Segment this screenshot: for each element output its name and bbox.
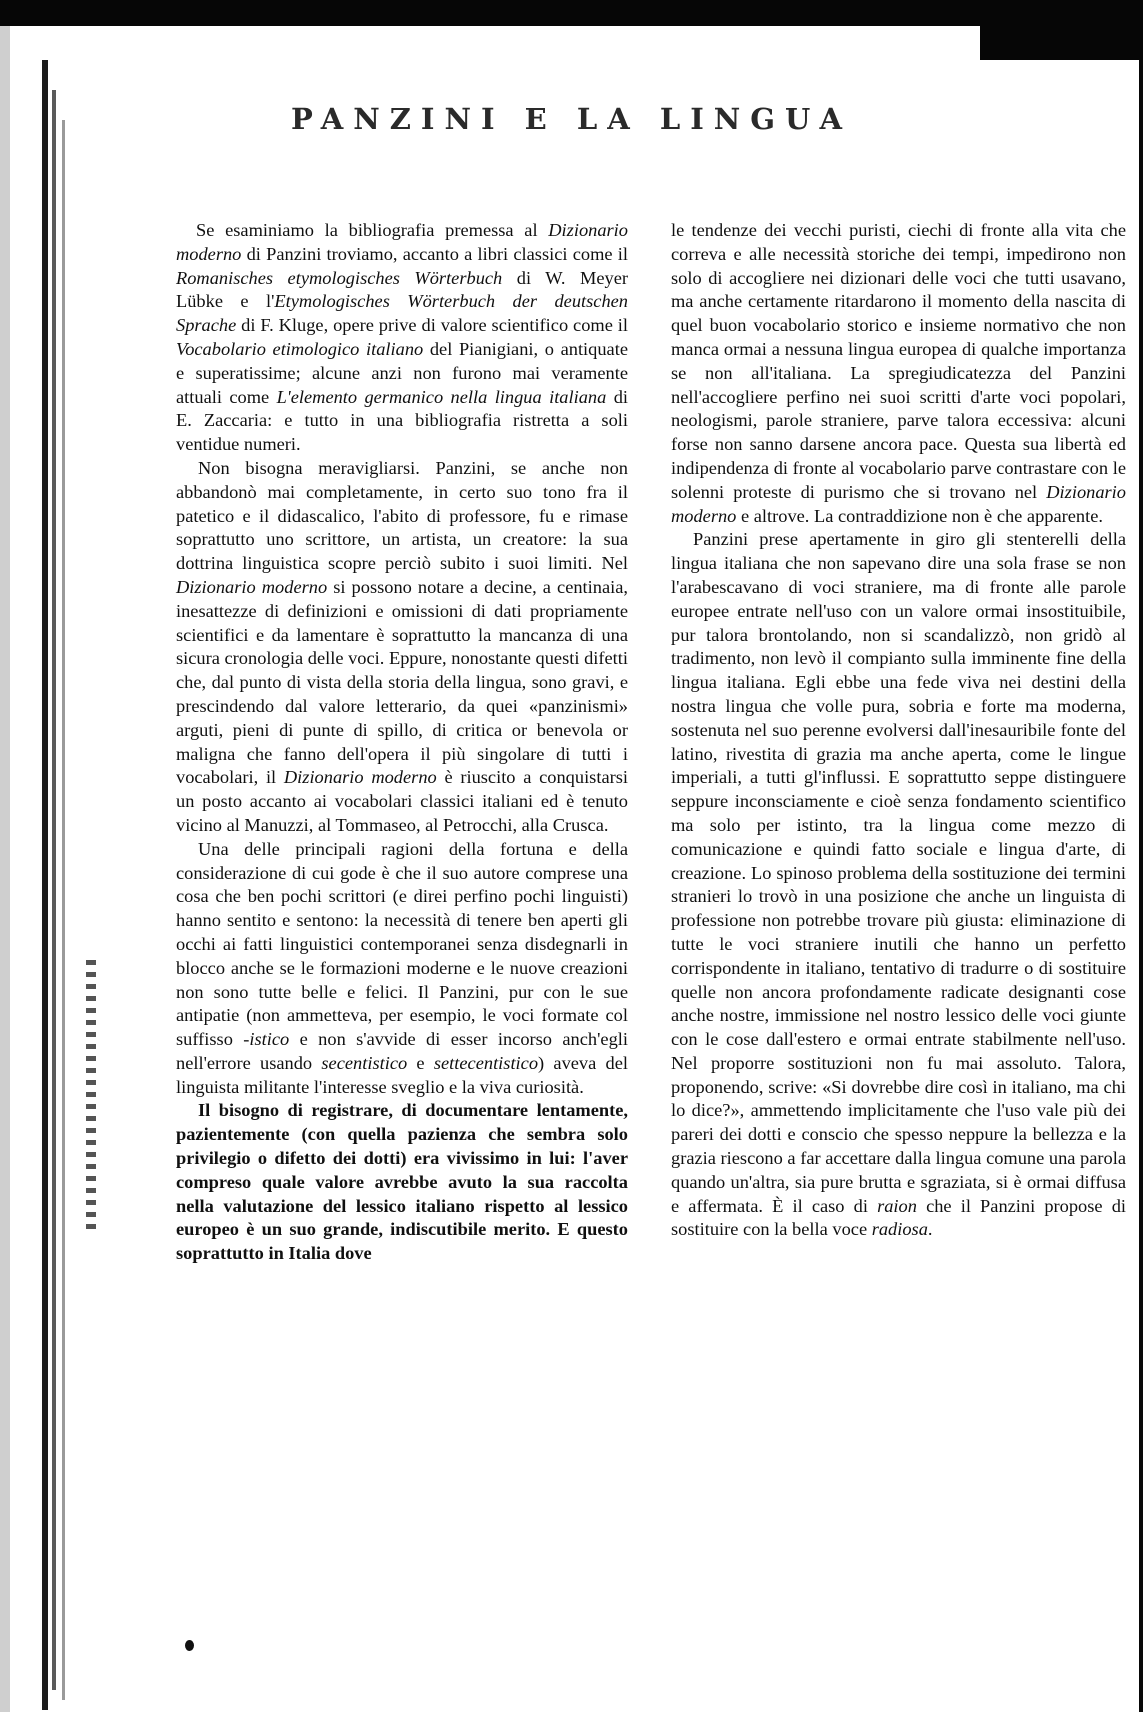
scan-edge-marks [86,960,96,1230]
paragraph: Non bisogna meravigliarsi. Panzini, se anche non abbandonò mai completamente, in certo suo tono fra il patetico e il didascalico, l'abito di professore, fu e rimase soprattutto uno scrittore, un artista, un creatore: la sua dottrina linguistica scopre perciò subito i suoi limiti. Nel Dizionario moderno si possono notare a decine, a centinaia, inesattezze di definizioni e omissioni di dati propriamente scientifici e da lamentare è soprattutto la mancanza di una sicura cronologia delle voci. Eppure, nonostante questi difetti che, dal punto di vista della storia della lingua, sono gravi, e prescindendo dal valore letterario, da quei «panzinismi» arguti, pieni di punte di spillo, di critica or benevola or maligna che fanno dell'opera il più singolare di tutti i vocabolari, il Dizionario moderno è riuscito a conquistarsi un posto accanto ai vocabolari classici italiani ed è tenuto vicino al Manuzzi, al Tommaseo, al Petrocchi, alla Crusca. [176,457,628,835]
paragraph: Una delle principali ragioni della fortuna e della considerazione di cui gode è che il suo autore comprese una cosa che ben pochi scrittori (e direi perfino pochi linguisti) hanno sentito e sentono: la necessità di tenere ben aperti gli occhi ai fatti linguistici contemporanei senza disdegnarli in blocco anche se le formazioni moderne e le nuove creazioni non sono tutte belle e felici. Il Panzini, pur con le sue antipatie (non ammetteva, per esempio, le voci formate col suffisso -istico e non s'avvide di esser incorso anch'egli nell'errore usando secentistico e settecentistico) aveva del linguista militante l'interesse sveglio e la viva curiosità. [176,838,628,1097]
scan-frame-top-right [980,0,1143,60]
paragraph: le tendenze dei vecchi puristi, ciechi di fronte alla vita che correva e alle necessità storiche dei tempi, impedirono non solo di accogliere nei dizionari delle voci che tutti usavano, ma anche certamente ritardarono il momento della nascita di quel buon vocabolario storico e insieme normativo che non manca ormai a nessuna lingua europea di qualche importanza se non all'italiana. La spregiudicatezza del Panzini nell'accogliere perfino nei suoi scritti d'arte voci popolari, neologismi, parole straniere, parve talora eccessiva: alcuni forse non sanno darsene ancora pace. Questa sua libertà ed indipendenza di fronte al vocabolario parve contrastare con le solenni proteste di purismo che si trovano nel Dizionario moderno e altrove. La contraddizione non è che apparente. [671,220,1126,526]
footer-dot-mark [185,1640,194,1651]
article-column-left [176,219,628,1266]
paragraph: Il bisogno di registrare, di documentare lentamente, pazientemente (con quella pazienza che sembra solo privilegio o difetto dei dotti) era vivissimo in lui: l'aver compreso quale valore avrebbe avuto la sua raccolta nella valutazione del lessico italiano rispetto al lessico europeo è un suo grande, indiscutibile merito. E questo soprattutto in Italia dove [176,1100,628,1264]
scan-frame-top [0,0,980,26]
page-title: PANZINI E LA LINGUA [291,102,852,136]
scan-binding-shadow [42,60,48,1710]
scan-binding-shadow-3 [62,120,65,1700]
scan-edge-left [0,0,10,1712]
paragraph: Se esaminiamo la bibliografia premessa al Dizionario moderno di Panzini troviamo, accanto a libri classici come il Romanisches etymologisches Wörterbuch di W. Meyer Lübke e l'Etymologisches Wörterbuch der deutschen Sprache di F. Kluge, opere prive di valore scientifico come il Vocabolario etimologico italiano del Pianigiani, o antiquate e superatissime; alcune anzi non furono mai veramente attuali come L'elemento germanico nella lingua italiana di E. Zaccaria: e tutto in una bibliografia ristretta a soli ventidue numeri. [176,220,629,455]
scan-binding-shadow-2 [52,90,56,1690]
paragraph: Panzini prese apertamente in giro gli stenterelli della lingua italiana che non sapevano dire una sola frase se non l'arabescavano di voci straniere, ma di fronte alle parole europee entrate nell'uso con un valore ormai insostituibile, pur talora brontolando, non si scandalizzò, non gridò al tradimento, non levò il compianto sulla imminente fine della lingua italiana. Egli ebbe una fede viva nei destini della nostra lingua che volle pura, sobria e forte ma moderna, sostenuta nel suo perenne evolversi dall'inesauribile fonte del latino, rivestita di grazia ma anche aperta, come le lingue imperiali, a tutti gl'influssi. E soprattutto seppe distinguere seppure inconsciamente e cioè senza fondamento scientifico ma solo per istinto, tra la lingua come mezzo di comunicazione e quindi fatto sociale e lingua d'arte, di creazione. Lo spinoso problema della sostituzione dei termini stranieri lo trovò in una posizione che anche un linguista di professione non potrebbe trovare più giusta: eliminazione di tutte le voci straniere inutili che hanno un perfetto corrispondente in italiano, tentativo di tradurre o di sostituire quelle non ancora profondamente radicate designanti cose anche nostre, immissione nel nostro lessico delle voci giunte con le cose dall'estero e ormai entrate stabilmente nell'uso. Nel proporre sostituzioni non fu mai assoluto. Talora, proponendo, scrive: «Si dovrebbe dire così in italiano, ma chi lo dice?», ammettendo implicitamente che l'uso vale più dei pareri dei dotti e conscio che spesso neppure la bellezza e la grazia riescono a far accettare dalla lingua comune una parola quando un'altra, sia pure brutta e sgraziata, si è ormai diffusa e affermata. È il caso di raion che il Panzini propose di sostituire con la bella voce radiosa. [671,529,1127,1240]
article-column-right [671,219,1126,1242]
scan-frame-right [1139,60,1143,1712]
